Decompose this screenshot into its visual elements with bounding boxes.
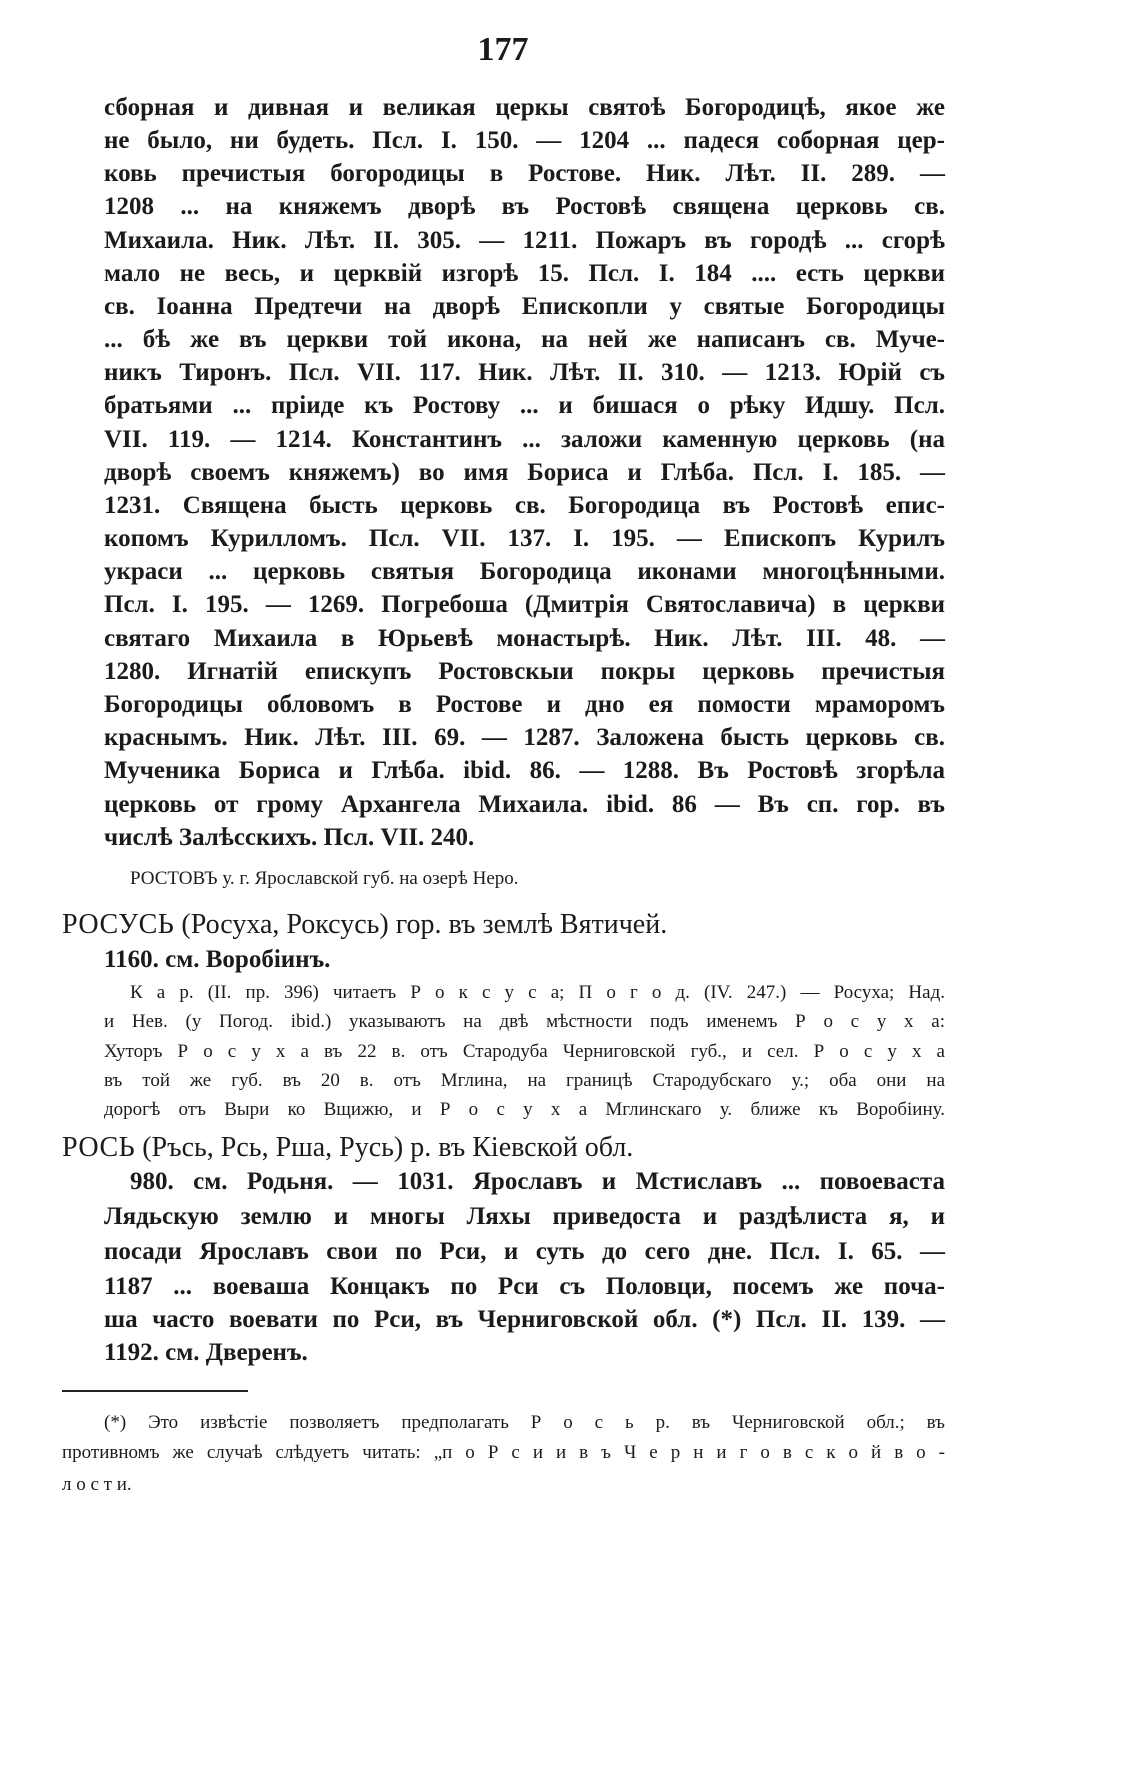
rostov-location-note: РОСТОВЪ у. г. Ярославской губ. на озерѣ Неро. bbox=[130, 868, 519, 889]
text-line: 1231. Священа бысть церковь св. Богородица въ Ростовѣ епис- bbox=[104, 492, 945, 519]
text-line: ковь пречистыя богородицы в Ростове. Ник. Лѣт. II. 289. — bbox=[104, 160, 945, 187]
text-line: Псл. I. 195. — 1269. Погребоша (Дмитрія Святославича) в церкви bbox=[104, 591, 945, 618]
entry-body-line: 1160. см. Воробіинъ. bbox=[104, 946, 331, 973]
text-line: св. Іоанна Предтечи на дворѣ Епископли у святые Богородицы bbox=[104, 293, 945, 320]
text-line: 1280. Игнатій епискупъ Ростовскыи покры церковь пречистыя bbox=[104, 658, 945, 685]
text-line: церковь от грому Архангела Михаила. ibid. 86 — Въ сп. гор. въ bbox=[104, 791, 945, 818]
entry-heading-description: (Росуха, Роксусь) гор. въ землѣ Вятичей. bbox=[181, 909, 668, 940]
text-line: мало не весь, и церквій изгорѣ 15. Псл. I. 184 .... есть церкви bbox=[104, 260, 945, 287]
text-line: дворѣ своемъ княжемъ) во имя Бориса и Глѣба. Псл. I. 185. — bbox=[104, 459, 945, 486]
text-line: посади Ярославъ свои по Рси, и суть до сего дне. Псл. I. 65. — bbox=[104, 1238, 945, 1265]
text-line: братьями ... пріиде къ Ростову ... и бишася о рѣку Идшу. Псл. bbox=[104, 392, 945, 419]
entry-heading bbox=[62, 1131, 633, 1165]
note-line: въ той же губ. въ 20 в. отъ Мглина, на границѣ Стародубскаго у.; оба они на bbox=[104, 1070, 945, 1091]
note-line: и Нев. (у Погод. ibid.) указываютъ на двѣ мѣстности подъ именемъ Р о с у х а: bbox=[104, 1011, 945, 1032]
text-line: числѣ Залѣсскихъ. Псл. VII. 240. bbox=[104, 824, 475, 851]
note-line: Хуторъ Р о с у х а въ 22 в. отъ Стародуба Черниговской губ., и сел. Р о с у х а bbox=[104, 1041, 945, 1062]
page-number: 177 bbox=[477, 31, 529, 68]
text-line: VII. 119. — 1214. Константинъ ... заложи каменную церковь (на bbox=[104, 426, 945, 453]
footnote-line: противномъ же случаѣ слѣдуетъ читать: „п о Р с и и в ъ Ч е р н и г о в с к о й в о - bbox=[62, 1442, 945, 1463]
text-line: Мученика Бориса и Глѣба. ibid. 86. — 1288. Въ Ростовѣ згорѣла bbox=[104, 757, 945, 784]
text-line: 1192. см. Дверенъ. bbox=[104, 1339, 308, 1366]
entry-headword: РОСУСЬ bbox=[62, 909, 175, 940]
text-line: 1187 ... воеваша Концакъ по Рси съ Половци, посемъ же поча- bbox=[104, 1273, 945, 1300]
text-line: ... бѣ же въ церкви той икона, на ней же написанъ св. Муче- bbox=[104, 326, 945, 353]
text-line: ша часто воевати по Рси, въ Черниговской обл. (*) Псл. II. 139. — bbox=[104, 1306, 945, 1333]
footnote-line: (*) Это извѣстіе позволяетъ предполагать Р о с ь р. въ Черниговской обл.; въ bbox=[104, 1412, 945, 1433]
footnote-line: л о с т и. bbox=[62, 1474, 132, 1495]
text-line: украси ... церковь святыя Богородица иконами многоцѣнными. bbox=[104, 558, 945, 585]
text-line: не было, ни будеть. Псл. I. 150. — 1204 ... падеся соборная цер- bbox=[104, 127, 945, 154]
text-line: краснымъ. Ник. Лѣт. III. 69. — 1287. Заложена бысть церковь св. bbox=[104, 724, 945, 751]
text-line: никъ Тиронъ. Псл. VII. 117. Ник. Лѣт. II. 310. — 1213. Юрій съ bbox=[104, 359, 945, 386]
text-line: 980. см. Родьня. — 1031. Ярославъ и Мстиславъ ... повоеваста bbox=[130, 1168, 945, 1195]
text-line: Богородицы обловомъ в Ростове и дно ея помости мраморомъ bbox=[104, 691, 945, 718]
text-line: Михаила. Ник. Лѣт. II. 305. — 1211. Пожаръ въ городѣ ... сгорѣ bbox=[104, 227, 945, 254]
note-line: дорогѣ отъ Выри ко Вщижю, и Р о с у х а Мглинскаго у. ближе къ Воробіину. bbox=[104, 1099, 945, 1120]
entry-headword: РОСЬ bbox=[62, 1132, 136, 1163]
text-line: 1208 ... на княжемъ дворѣ въ Ростовѣ священа церковь св. bbox=[104, 193, 945, 220]
text-line: Лядьскую землю и многы Ляхы приведоста и раздѣлиста я, и bbox=[104, 1203, 945, 1230]
footnote-divider bbox=[62, 1390, 248, 1392]
text-line: сборная и дивная и великая церкы святоѣ Богородицѣ, якое же bbox=[104, 94, 945, 121]
text-line: святаго Михаила в Юрьевѣ монастырѣ. Ник. Лѣт. III. 48. — bbox=[104, 625, 945, 652]
text-line: копомъ Курилломъ. Псл. VII. 137. I. 195. — Епископъ Курилъ bbox=[104, 525, 945, 552]
entry-heading bbox=[62, 908, 667, 942]
entry-heading-description: (Ръсь, Рсь, Рша, Русь) р. въ Кіевской обл. bbox=[142, 1132, 634, 1163]
note-line: К а р. (II. пр. 396) читаетъ Р о к с у с а; П о г о д. (IV. 247.) — Росуха; Над. bbox=[130, 982, 945, 1003]
